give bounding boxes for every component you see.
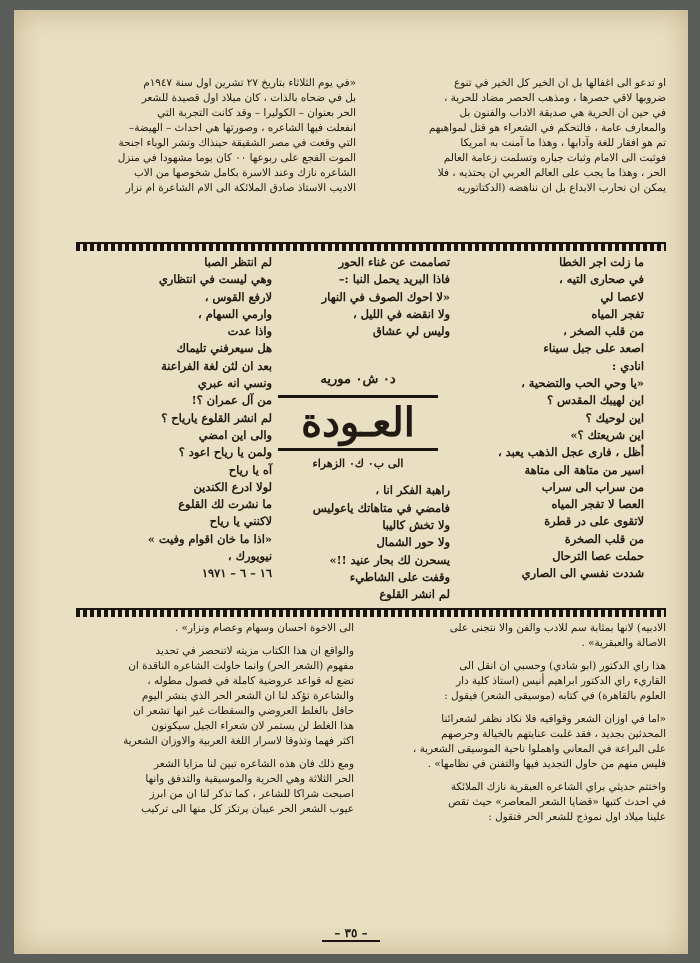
poem-author: د٠ ش٠ موريه (320, 372, 396, 388)
poem-line: تصاممت عن غناء الحور (338, 255, 450, 269)
text-line: فليس منهم من حاول التجديد فيها والتفنن في نظامها» . (427, 758, 666, 770)
text-line: الحر ، وهذا ما يجب على العالم العربي ان يحتذيه ، فلا (437, 167, 666, 179)
text-line: تم هو افقار للغة وآدابها ، وهذا ما آمنت به امريكا (460, 137, 666, 149)
poem-line: من قلب الصخرة (564, 531, 644, 546)
text-line: اكثر فهما وتذوقا لاسرار اللغة العربية والاوزان الشعرية (123, 735, 354, 747)
poem-line: وقفت على الشاطيء (349, 569, 450, 584)
text-line: علينا ميلاد اول نموذج للشعر الحر فتقول : (488, 811, 666, 823)
poem-line: شددت نفسي الى الصاري (521, 566, 644, 581)
magazine-page (14, 10, 688, 954)
poem-line: اين لوحيك ؟ (585, 410, 644, 425)
text-line: القاريء راي الدكتور ابراهيم أنيس (استاذ كلية دار (456, 675, 666, 687)
poem-line: فاذا البريد يحمل النبا :– (338, 272, 450, 287)
text-line: فوثبت الى الامام وثبات جباره وتسلمت زعامة العالم (443, 152, 666, 164)
poem-line: لاتقوى على در قطرة (544, 514, 644, 529)
text-line: «اما في اوزان الشعر وقوافيه فلا نكاد نظفر لشعرائنا (441, 713, 666, 725)
poem-line: واذا عدت (227, 324, 272, 339)
poem-title: العـودة (278, 395, 438, 451)
poem-line: «لا احوك الصوف في النهار (321, 289, 450, 304)
poem-line: حملت عصا الترحال (552, 549, 644, 564)
page-number-text: – ٣٥ – (322, 926, 379, 942)
poem-line: لم انشر القلوع يارياح ؟ (161, 410, 272, 425)
text-line: والشاعرة تؤكد لنا ان الشعر الحر الذي ينشر اليوم (141, 690, 354, 702)
text-line: الموت الفجع على ربوعها ٠٠ كان يوما مشهودا في منزل (117, 152, 356, 164)
text-line: والواقع ان هذا الكتاب مزيته لاتنحصر في تحديد (155, 645, 354, 657)
poem-line: تفجر المياه (591, 306, 644, 321)
poem-line: ولا انقضه في الليل ، (352, 306, 450, 321)
poem-line: فامضي في متاهاتك ياعوليس (312, 500, 450, 515)
poem-line: وارمي السهام ، (198, 306, 272, 321)
poem-line: والى اين امضي (198, 427, 272, 442)
poem-line: لاكنني يا رياح (209, 514, 272, 529)
poem-center-bottom-stanza (260, 482, 456, 603)
text-line: على البراعة في المعاني واهملوا ناحية الموسيقى الشعرية ، (412, 743, 666, 755)
text-line: العلوم بالقاهرة) في كتابه (موسيقى الشعر) فيقول : (444, 690, 666, 702)
text-line: الادبيه) لانها بمثابة سم للادب والفن والا نتجنى على (449, 622, 666, 634)
poem-line: لم انشر القلوع (379, 587, 450, 602)
poem-line: أظل ، فارى عجل الذهب يعبد ، (498, 445, 644, 460)
text-line: الحر بعنوان – الكوليرا – وقد كانت التجربة التي (157, 107, 356, 119)
text-line: التي وقعت في مصر الشقيقة حينذاك وتشر الوباء اجنحة (118, 137, 356, 149)
poem-line: ١٦ – ٦ – ١٩٧١ (201, 566, 272, 581)
text-line: عيوب الشعر الحر عيبان يرتكز كل منها الى تركيب (141, 803, 354, 815)
text-line: حافل بالغلط العروضي والسقطات غير انها تشعر ان (133, 705, 354, 717)
top-right-column (370, 76, 666, 196)
poem-line: اصعد على جبل سيناء (543, 341, 644, 356)
poem-line: ولا تخش كاليبا (382, 518, 450, 533)
text-line: في حين ان الحرية هي صديقة الاداب والفنون بل (459, 107, 666, 119)
poem-left-column (112, 254, 272, 583)
poem-line: انادي : (612, 358, 644, 373)
poem-line: ونسي انه عبري (197, 376, 272, 391)
poem-line: لارفع القوس ، (204, 289, 272, 304)
text-line: ومع ذلك فان هذه الشاعره تبين لنا مزايا الشعر (154, 758, 354, 770)
text-line: اصبحت شراكا للشاعر ، كما تذكر لنا ان من ابرز (149, 788, 354, 800)
text-line: او تدعو الى اغفالها بل ان الخير كل الخير في تنوع (454, 77, 666, 89)
poem-line: من قلب الصخر ، (563, 324, 644, 339)
paragraph-gap (370, 772, 666, 780)
lower-divider (76, 608, 666, 617)
poem-line: من سراب الى سراب (541, 479, 644, 494)
poem-line: «اذا ما خان اقوام وفيت » (147, 531, 272, 546)
bottom-right-column (370, 621, 666, 825)
text-line: الى الاخوة احسان وسهام وعصام ونزار» . (174, 622, 354, 634)
poem-line: لولا ادرع الكندين (193, 479, 272, 494)
poem-line: راهبة الفكر انا ، (375, 483, 450, 498)
poem-line: ما زلت اجر الخطا (559, 255, 644, 269)
paragraph-gap (44, 636, 354, 644)
text-line: يمكن ان نحارب الابداع بل ان نناهضه (الدكتاتوريه (456, 182, 666, 194)
text-line: تضع له قواعد عروضية كاملة في فصول مطوله ، (147, 675, 354, 687)
poem-line: هل سيعرفني تليماك (176, 341, 272, 356)
paragraph-gap (44, 749, 354, 757)
poem-line: اين لهيبك المقدس ؟ (546, 393, 644, 408)
page-number (14, 926, 688, 942)
poem-line: اسير من متاهة الى متاهة (524, 462, 644, 477)
upper-divider (76, 242, 666, 251)
text-line: الاديب الاستاذ صادق الملائكة الى الام الشاعرة ام نزار (125, 182, 356, 194)
text-line: في احدث كتبها «قضايا الشعر المعاصر» حيث تقص (448, 796, 666, 808)
poem-line: آه يا رياح (228, 462, 272, 477)
poem-center-top-stanza (260, 254, 456, 340)
poem-line: ما نشرت لك القلوع (178, 497, 272, 512)
poem-line: ولمن يا رياح اعود ؟ (178, 445, 272, 460)
poem-line: في صحارى التيه ، (558, 272, 644, 287)
poem-line: بعد ان لثن لغة الفراعنة (161, 358, 272, 373)
paragraph-gap (370, 651, 666, 659)
text-line: الاصالة والعبقرية» . (581, 637, 666, 649)
poem-center-column (260, 254, 456, 604)
poem-line: ولا حور الشمال (376, 535, 450, 550)
poem-dedication: الى ب٠ ك٠ الزهراء (312, 457, 404, 471)
text-line: واختتم حديثي براي الشاعره العبقرية نازك الملائكة (450, 781, 666, 793)
text-line: مفهوم (الشعر الحر) وانما حاولت الشاعره الناقدة ان (128, 660, 354, 672)
text-line: انفعلت فيها الشاعره ، وصورتها هي احداث – الهيضة– (129, 122, 356, 134)
poem-line: العصا لا تفجر المياه (551, 497, 644, 512)
poem-line: من آل عمران ؟! (191, 393, 272, 408)
text-line: المحدثين بجديد ، فقد غلبت عنايتهم بالخيالة وحرصهم (441, 728, 666, 740)
text-line: هذا راي الدكتور (ابو شادي) وحسبي ان انقل الى (459, 660, 666, 672)
bottom-left-column (44, 621, 354, 817)
poem-right-column (444, 254, 644, 583)
text-line: والمعارف عامة ، فالتحكم في الشعراء هو قتل لمواهبهم (428, 122, 666, 134)
poem-line: لم انتظر الصبا (204, 255, 272, 269)
poem-line: وليس لي عشاق (372, 324, 450, 339)
poem-line: يسحرن لك بحار عنيد !!» (329, 552, 450, 567)
text-line: هذا الغلط لن يستمر لان شعراء الجيل سيكونون (151, 720, 354, 732)
text-line: الشاعره نازك وعند الاسرة بكامل شخوصها من الاب (134, 167, 356, 179)
poem-line: «يا وحي الحب والتضحية ، (521, 376, 644, 391)
text-line: ضروبها لاقي حصرها ، ومذهب الحصر مضاد للحرية ، (443, 92, 666, 104)
top-left-column (34, 76, 356, 196)
poem-line: اين شريعتك ؟» (570, 427, 644, 442)
text-line: بل في ضحاه بالذات ، كان ميلاد اول قصيدة للشعر (141, 92, 356, 104)
text-line: الحر الثلاثة وهي الحرية والموسيقية والتدفق وانها (145, 773, 354, 785)
paragraph-gap (370, 704, 666, 712)
poem-line: لاعصا لي (600, 289, 644, 304)
poem-line: وهي ليست في انتظاري (158, 272, 272, 287)
text-line: «في يوم الثلاثاء بتاريخ ٢٧ تشرين اول سنة ١٩٤٧م (143, 77, 356, 89)
poem-line: نيويورك ، (227, 549, 272, 564)
